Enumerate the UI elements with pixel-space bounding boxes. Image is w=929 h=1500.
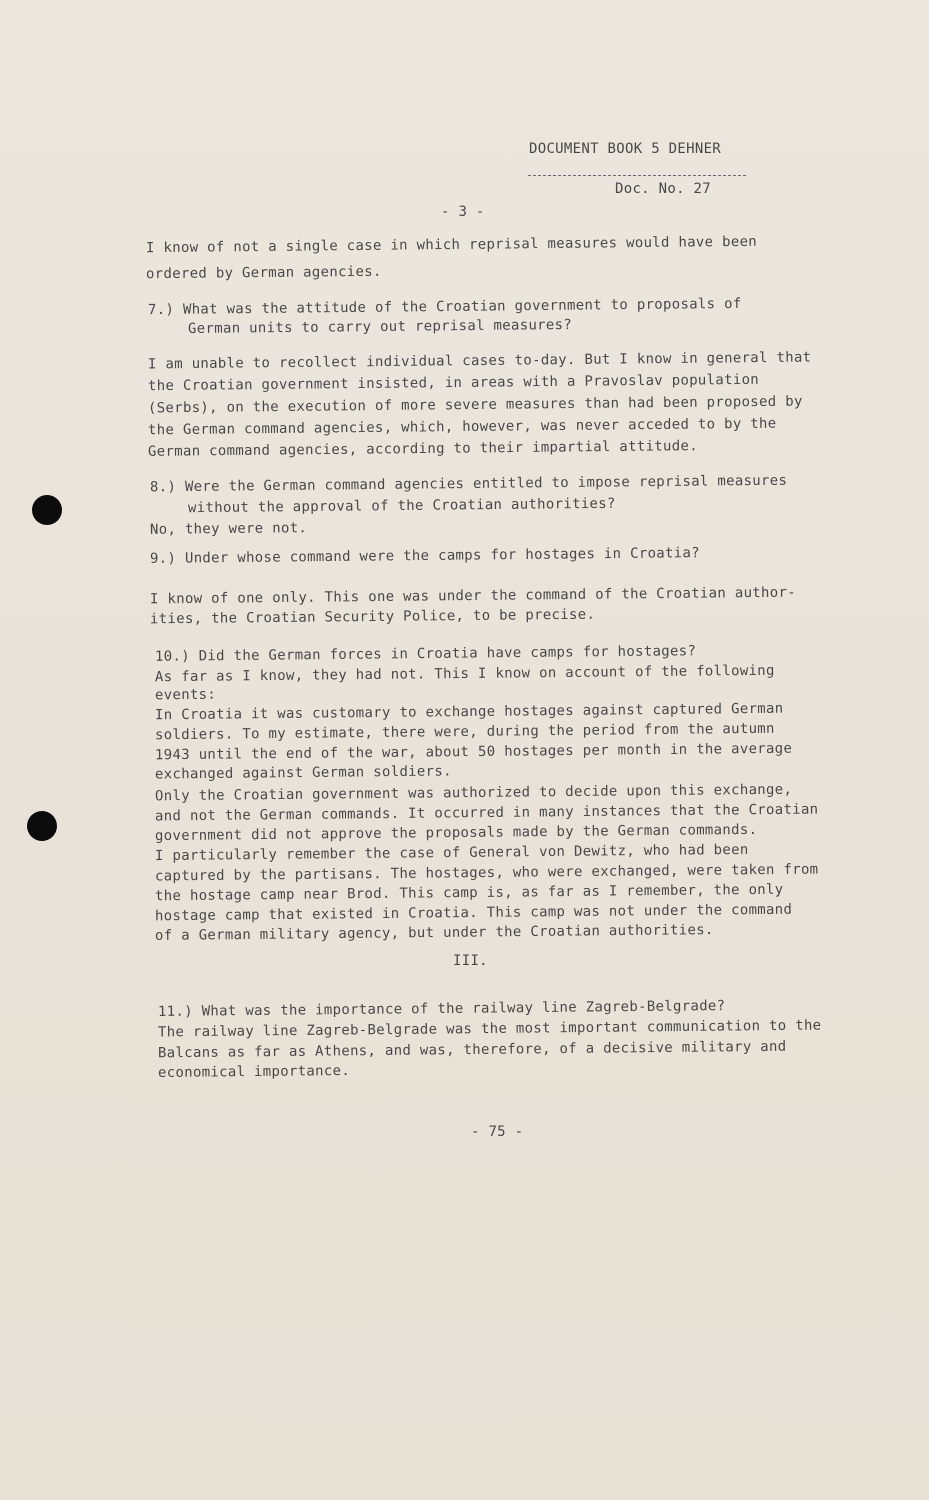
text-line: Balcans as far as Athens, and was, therefore, of a decisive military and [157,1038,787,1062]
text-line: The railway line Zagreb-Belgrade was the most important communication to the [157,1017,822,1041]
text-line: soldiers. To my estimate, there were, during the period from the autumn [154,720,775,744]
text-line: government did not approve the proposals made by the German commands. [154,821,758,845]
text-line: without the approval of the Croatian authorities? [187,495,616,517]
text-line: German command agencies, according to their impartial attitude. [147,438,698,460]
text-line: ordered by German agencies. [145,263,382,283]
text-line: In Croatia it was customary to exchange hostages against captured German [154,700,784,724]
punch-hole-lower [27,811,57,841]
text-line: 1943 until the end of the war, about 50 hostages per month in the average [154,740,793,764]
document-number: Doc. No. 27 [615,181,712,197]
text-line: captured by the partisans. The hostages, who were exchanged, were taken from [154,861,819,885]
text-line: I know of one only. This one was under the command of the Croatian author- [149,584,797,608]
text-line: As far as I know, they had not. This I know on account of the following [154,662,775,686]
text-line: (Serbs), on the execution of more severe measures than had been proposed by [147,393,803,417]
section-heading: III. [453,953,488,969]
question-8: 8.) Were the German command agencies entitled to impose reprisal measures [149,472,788,496]
text-line: ities, the Croatian Security Police, to be precise. [149,606,596,628]
text-line: of a German military agency, but under the Croatian authorities. [154,922,714,944]
text-line: the hostage camp near Brod. This camp is, as far as I remember, the only [154,881,784,905]
header-rule [528,175,746,176]
text-line: the Croatian government insisted, in areas with a Pravoslav population [147,371,760,395]
question-10: 10.) Did the German forces in Croatia have camps for hostages? [154,643,697,665]
text-line: economical importance. [157,1062,351,1082]
text-line: Only the Croatian government was authorized to decide upon this exchange, [154,781,793,805]
question-11: 11.) What was the importance of the railway line Zagreb-Belgrade? [157,998,726,1020]
text-line: German units to carry out reprisal measures? [187,316,573,338]
text-line: I am unable to recollect individual cases to-day. But I know in general that [147,349,812,373]
text-line: No, they were not. [149,520,308,538]
document-book-label: DOCUMENT BOOK 5 DEHNER [529,141,722,157]
question-9: 9.) Under whose command were the camps for hostages in Croatia? [149,545,700,567]
text-line: and not the German commands. It occurred in many instances that the Croatian [154,801,819,825]
text-line: events: [154,686,217,704]
question-7: 7.) What was the attitude of the Croatian government to proposals of [147,295,742,319]
text-line: I particularly remember the case of General von Dewitz, who had been [154,841,749,865]
text-line: hostage camp that existed in Croatia. This camp was not under the command [154,901,793,925]
page-number: - 75 - [471,1124,524,1140]
punch-hole-upper [32,495,62,525]
text-line: I know of not a single case in which reprisal measures would have been [145,233,758,257]
text-line: the German command agencies, which, however, was never acceded to by the [147,415,777,439]
text-line: exchanged against German soldiers. [154,763,452,783]
page-marker: - 3 - [441,204,485,220]
